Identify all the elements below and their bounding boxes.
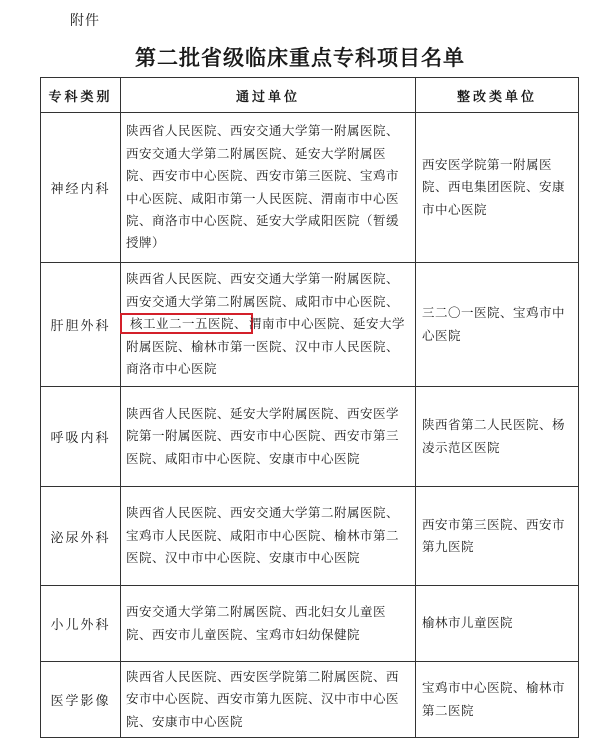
category-cell: 小儿外科 [41,586,121,662]
passed-units-text: 陕西省人民医院、西安交通大学第一附属医院、西安交通大学第二附属医院、咸阳市中心医院、 [126,271,400,309]
document-title: 第二批省级临床重点专科项目名单 [135,45,465,70]
table-row [41,487,579,586]
passed-units-cell: 西安交通大学第二附属医院、西北妇女儿童医院、西安市儿童医院、宝鸡市妇幼保健院 [121,586,416,662]
rectify-units-cell: 西安市第三医院、西安市第九医院 [416,487,579,586]
category-cell: 医学影像 [41,662,121,738]
passed-units-cell [121,263,416,387]
table-header-row [41,78,579,113]
table-row [41,113,579,263]
category-cell: 肝胆外科 [41,263,121,387]
attachment-label: 附件 [70,13,100,29]
rectify-units-cell: 宝鸡市中心医院、榆林市第二医院 [416,662,579,738]
rectify-units-cell: 三二〇一医院、宝鸡市中心医院 [416,263,579,387]
category-cell: 呼吸内科 [41,387,121,487]
category-cell: 泌尿外科 [41,487,121,586]
table-row [41,387,579,487]
header-passed: 通过单位 [121,78,416,113]
rectify-units-cell: 西安医学院第一附属医院、西电集团医院、安康市中心医院 [416,113,579,263]
passed-units-text: 渭南市中心医院、延安大学附属医院、榆林市第一医院、汉中市人民医院、商洛市中心医院 [126,316,406,377]
passed-units-cell: 陕西省人民医院、西安医学院第二附属医院、西安市中心医院、西安市第九医院、汉中市中心医院、安康市中心医院 [121,662,416,738]
rectify-units-cell: 榆林市儿童医院 [416,586,579,662]
category-cell: 神经内科 [41,113,121,263]
highlighted-hospital: 核工业二一五医院、 [120,313,253,334]
header-rectify: 整改类单位 [416,78,579,113]
passed-units-cell: 陕西省人民医院、延安大学附属医院、西安医学院第一附属医院、西安市中心医院、西安市第三医院、咸阳市中心医院、安康市中心医院 [121,387,416,487]
rectify-units-cell: 陕西省第二人民医院、杨凌示范区医院 [416,387,579,487]
passed-units-cell: 陕西省人民医院、西安交通大学第二附属医院、宝鸡市人民医院、咸阳市中心医院、榆林市第二医院、汉中市中心医院、安康市中心医院 [121,487,416,586]
passed-units-cell: 陕西省人民医院、西安交通大学第一附属医院、西安交通大学第二附属医院、延安大学附属医院、西安市中心医院、西安市第三医院、宝鸡市中心医院、咸阳市第一人民医院、渭南市中心医院、商洛市中心医院、延安大学咸阳医院（暂缓授牌） [121,113,416,263]
table-row [41,662,579,738]
header-category: 专科类别 [41,78,121,113]
specialty-table [40,77,579,738]
table-row [41,263,579,387]
table-row [41,586,579,662]
